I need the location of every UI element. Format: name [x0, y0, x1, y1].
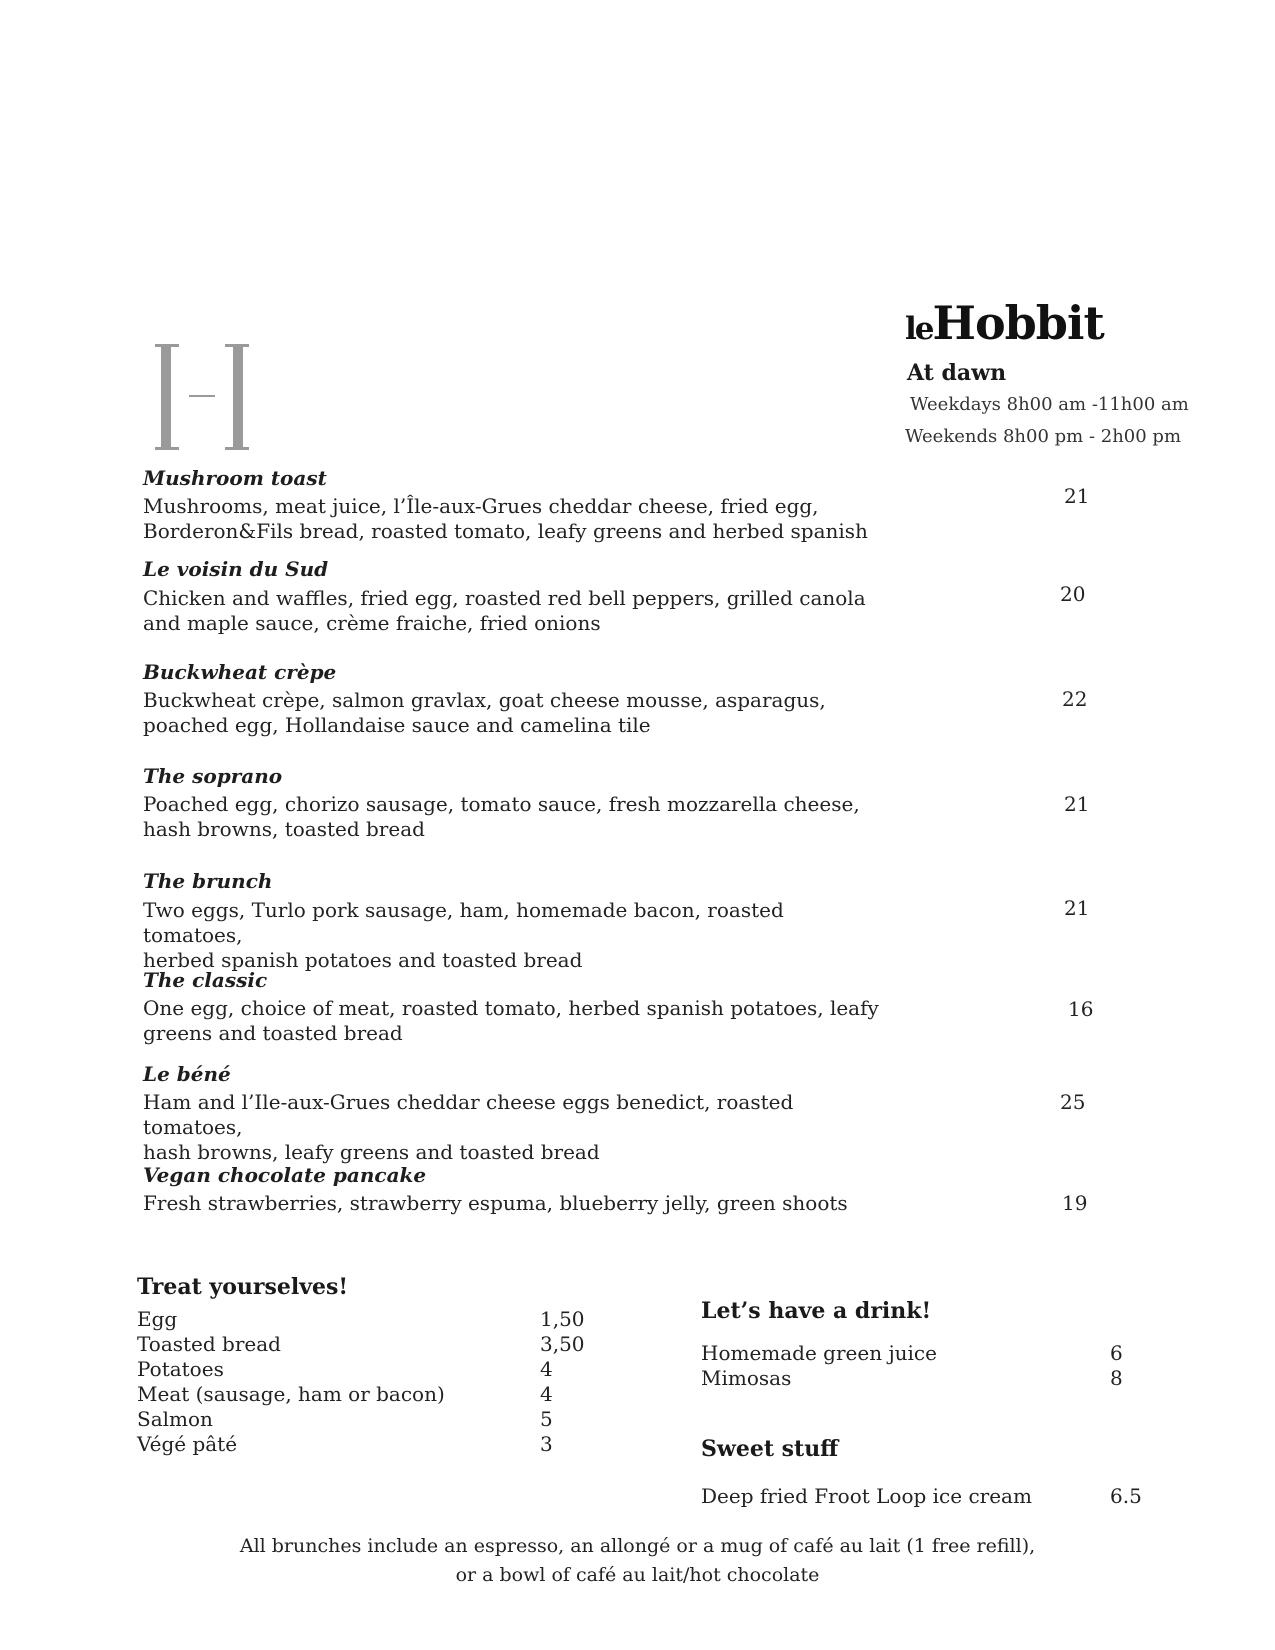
list-item-price: 4: [540, 1357, 553, 1381]
list-item-price: 8: [1110, 1366, 1123, 1390]
list-item: Potatoes: [137, 1357, 224, 1381]
monogram-crossbar: [189, 395, 215, 397]
menu-item-price: 16: [1068, 997, 1094, 1021]
restaurant-logo: [905, 296, 1104, 350]
logo-name: Hobbit: [932, 296, 1104, 350]
list-item-price: 3,50: [540, 1332, 585, 1356]
menu-item-name: Le béné: [143, 1062, 231, 1086]
list-item: Homemade green juice: [701, 1341, 937, 1365]
monogram-serif-tl: [155, 344, 179, 347]
list-item-price: 1,50: [540, 1307, 585, 1331]
drinks-title: Let’s have a drink!: [701, 1298, 932, 1324]
list-item: Meat (sausage, ham or bacon): [137, 1382, 445, 1406]
list-item-price: 4: [540, 1382, 553, 1406]
menu-item-name: Vegan chocolate pancake: [143, 1163, 427, 1187]
monogram-right-stem: [233, 344, 243, 450]
extras-title: Treat yourselves!: [137, 1274, 349, 1300]
list-item-price: 6.5: [1110, 1484, 1142, 1508]
sweets-title: Sweet stuff: [701, 1436, 839, 1462]
drinks-list: [701, 1341, 937, 1391]
menu-item-description: Buckwheat crèpe, salmon gravlax, goat cheese mousse, asparagus, poached egg, Hollandaise sauce and camelina tile: [143, 688, 826, 737]
menu-item-name: The soprano: [143, 764, 283, 788]
menu-item-description: Chicken and waffles, fried egg, roasted red bell peppers, grilled canola and maple sauce, crème fraiche, fried onions: [143, 586, 866, 635]
menu-item-price: 21: [1064, 792, 1090, 816]
menu-item-description: Fresh strawberries, strawberry espuma, blueberry jelly, green shoots: [143, 1191, 848, 1215]
list-item: Salmon: [137, 1407, 213, 1431]
menu-item-price: 21: [1064, 896, 1090, 920]
menu-item-price: 19: [1062, 1191, 1088, 1215]
monogram-left-stem: [161, 344, 171, 450]
menu-item-price: 21: [1064, 484, 1090, 508]
menu-item-price: 25: [1060, 1090, 1086, 1114]
menu-item-name: Le voisin du Sud: [143, 557, 329, 581]
list-item-price: 5: [540, 1407, 553, 1431]
hours-weekdays: Weekdays 8h00 am -11h00 am: [910, 394, 1189, 415]
hours-weekends: Weekends 8h00 pm - 2h00 pm: [905, 426, 1182, 447]
footer-line: or a bowl of café au lait/hot chocolate: [455, 1564, 820, 1586]
list-item: Mimosas: [701, 1366, 792, 1390]
list-item: Toasted bread: [137, 1332, 281, 1356]
menu-item-name: The brunch: [143, 869, 273, 893]
menu-section-title: At dawn: [907, 360, 1007, 386]
extras-list: [137, 1307, 445, 1457]
list-item: Egg: [137, 1307, 178, 1331]
menu-item-description: One egg, choice of meat, roasted tomato, herbed spanish potatoes, leafy greens and toasted bread: [143, 996, 879, 1045]
menu-item-description: Mushrooms, meat juice, l’Île-aux-Grues cheddar cheese, fried egg, Borderon&Fils bread, roasted tomato, leafy greens and herbed spanish: [143, 494, 868, 543]
menu-item-description: Two eggs, Turlo pork sausage, ham, homemade bacon, roasted tomatoes, herbed spanish potatoes and toasted bread: [143, 898, 784, 972]
drinks-prices: [1110, 1341, 1123, 1391]
monogram-h-logo: [155, 342, 249, 454]
menu-item-name: Mushroom toast: [143, 466, 327, 490]
list-item: Deep fried Froot Loop ice cream: [701, 1484, 1032, 1508]
monogram-serif-br: [225, 447, 249, 450]
menu-item-description: Poached egg, chorizo sausage, tomato sauce, fresh mozzarella cheese, hash browns, toasted bread: [143, 792, 860, 841]
footer-note: [0, 1532, 1275, 1590]
menu-item-name: Buckwheat crèpe: [143, 660, 337, 684]
list-item-price: 3: [540, 1432, 553, 1456]
menu-item-price: 22: [1062, 687, 1088, 711]
list-item-price: 6: [1110, 1341, 1123, 1365]
monogram-serif-bl: [155, 447, 179, 450]
menu-item-price: 20: [1060, 582, 1086, 606]
monogram-serif-tr: [225, 344, 249, 347]
logo-prefix: le: [905, 311, 933, 347]
menu-item-description: Ham and l’Ile-aux-Grues cheddar cheese eggs benedict, roasted tomatoes, hash browns, leafy greens and toasted bread: [143, 1090, 794, 1164]
extras-prices: [540, 1307, 585, 1457]
menu-item-name: The classic: [143, 968, 268, 992]
footer-line: All brunches include an espresso, an allongé or a mug of café au lait (1 free refill),: [239, 1535, 1036, 1557]
list-item: Végé pâté: [137, 1432, 238, 1456]
